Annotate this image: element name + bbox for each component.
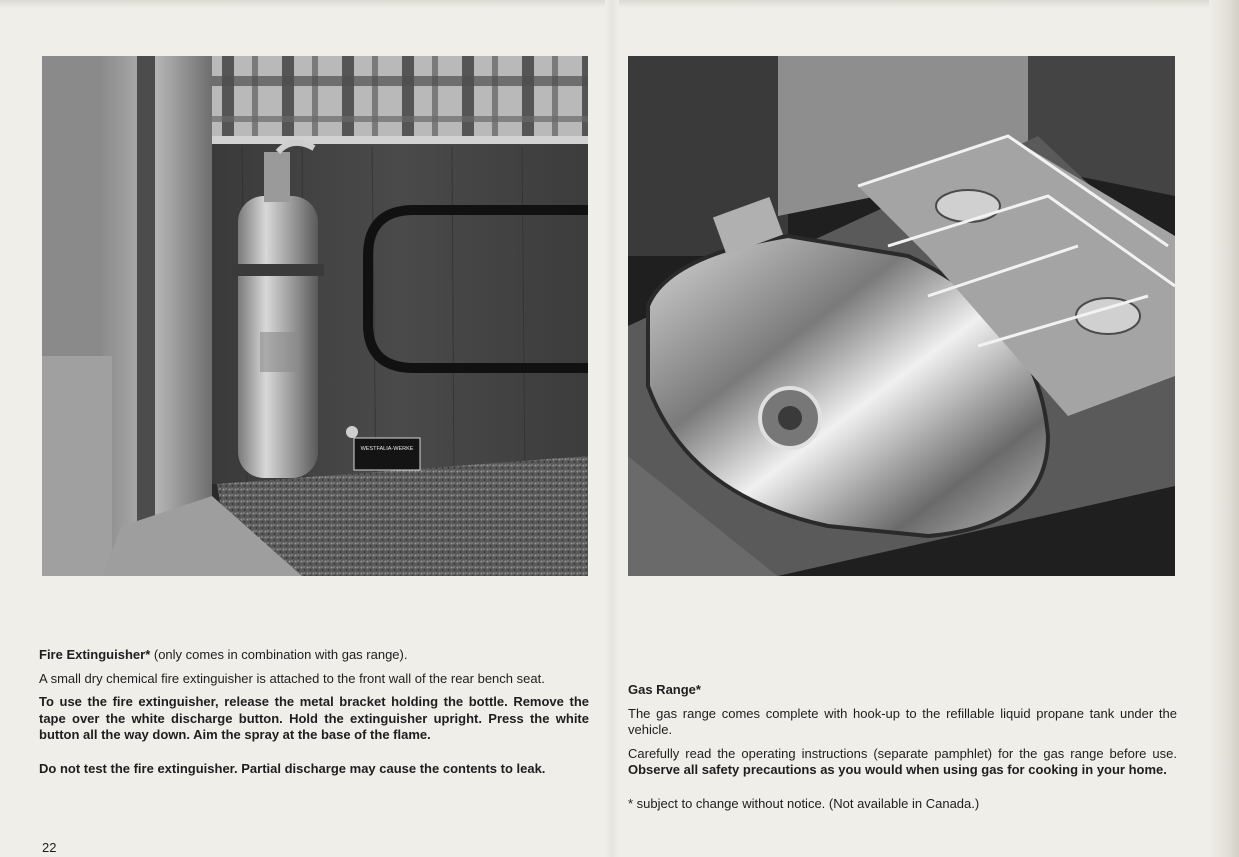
availability-footnote: * subject to change without notice. (Not available in Canada.) bbox=[628, 795, 980, 811]
fire-extinguisher-heading: Fire Extinguisher* bbox=[39, 647, 151, 662]
fire-extinguisher-warning: Do not test the fire extinguisher. Partial discharge may cause the contents to leak. bbox=[39, 760, 546, 776]
gas-range-safety-note: Observe all safety precautions as you would when using gas for cooking in your home. bbox=[628, 762, 1167, 777]
page-edge-right bbox=[1209, 0, 1239, 857]
book-gutter bbox=[605, 0, 619, 857]
fire-extinguisher-section bbox=[39, 647, 589, 777]
page-number: 22 bbox=[42, 840, 57, 855]
gas-range-instructions bbox=[628, 746, 1177, 779]
gas-range-heading: Gas Range* bbox=[628, 682, 701, 697]
gas-range-sink-photo bbox=[628, 56, 1175, 576]
fire-extinguisher-instructions: To use the fire extinguisher, release the metal bracket holding the bottle. Remove the tape over the white discharge button. Hold the extinguisher upright. Press the white button all the way down. Aim the spray at the base of the flame. bbox=[39, 694, 589, 742]
fire-extinguisher-heading-line bbox=[39, 647, 589, 664]
fire-extinguisher-heading-note: (only comes in combination with gas range). bbox=[150, 647, 408, 662]
westfalia-plate-text: WESTFALIA-WERKE bbox=[360, 446, 414, 452]
fire-extinguisher-description: A small dry chemical fire extinguisher is attached to the front wall of the rear bench seat. bbox=[39, 670, 545, 686]
gas-range-section bbox=[628, 682, 1177, 812]
fire-extinguisher-photo bbox=[42, 56, 588, 576]
gas-range-instructions-plain: Carefully read the operating instructions (separate pamphlet) for the gas range before use. bbox=[628, 745, 1177, 761]
gas-range-description: The gas range comes complete with hook-up to the refillable liquid propane tank under the vehicle. bbox=[628, 705, 1177, 737]
page-edge bbox=[0, 0, 1239, 8]
